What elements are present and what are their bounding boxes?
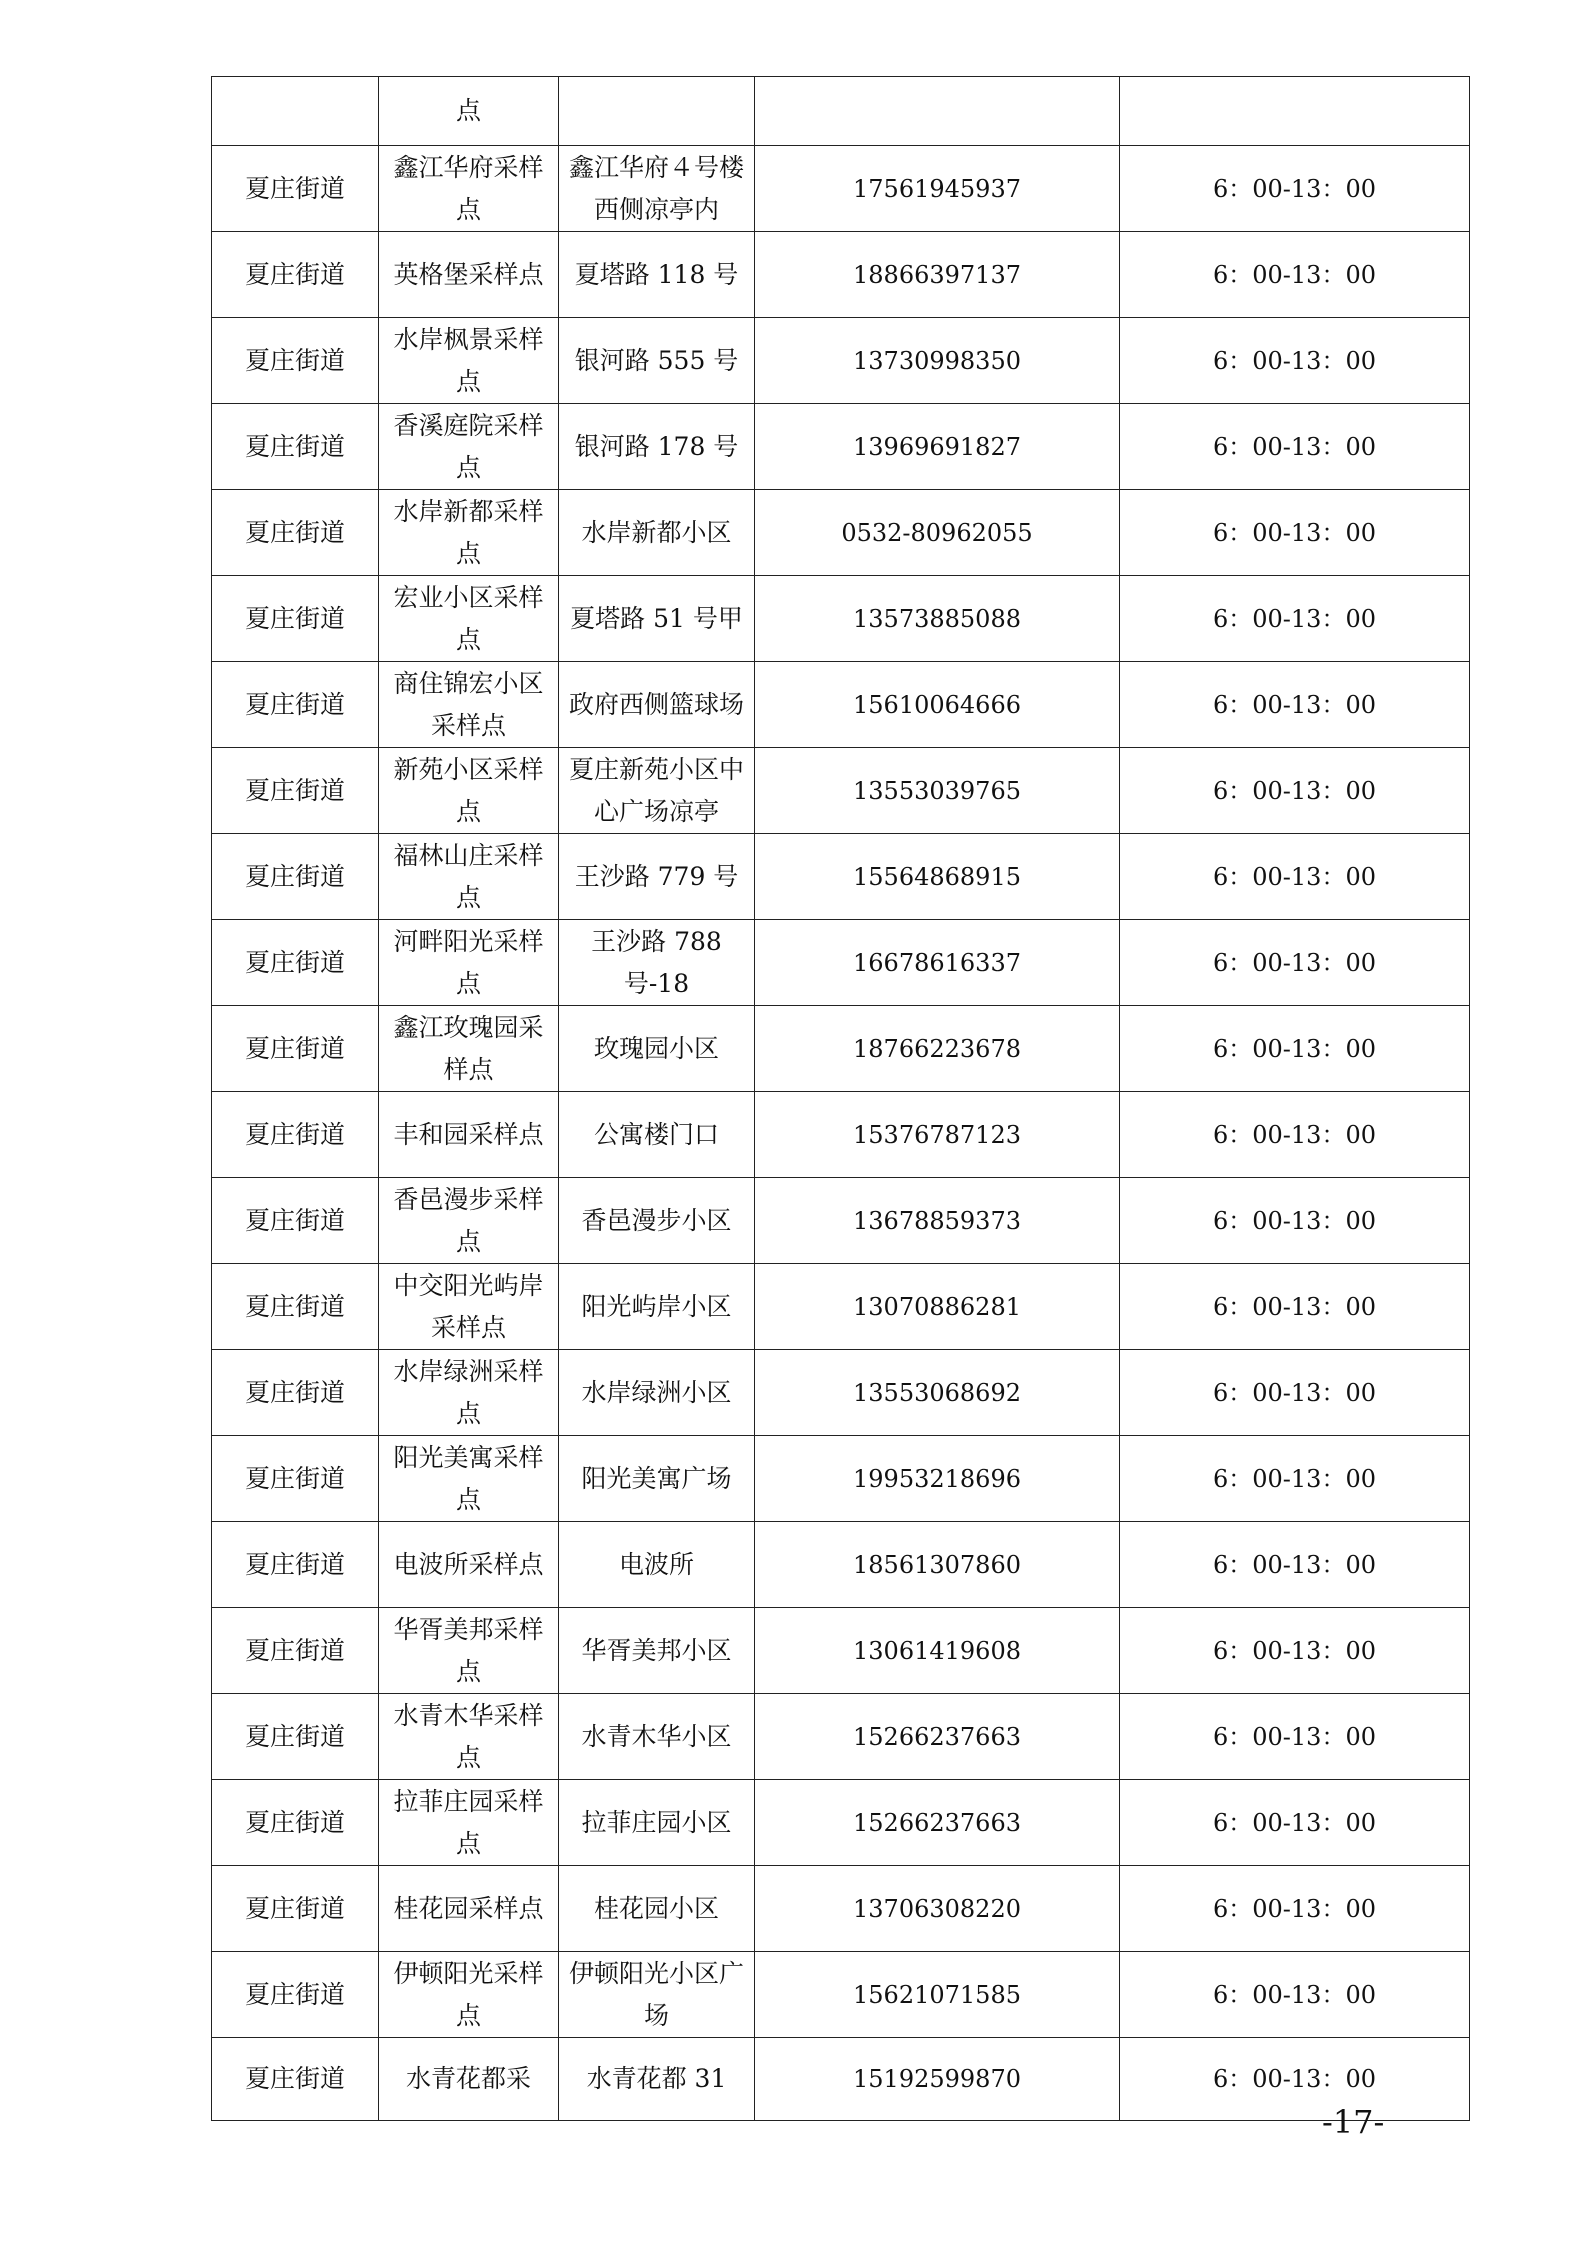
phone-cell: 13070886281 [755, 1264, 1120, 1350]
street-cell: 夏庄街道 [212, 490, 379, 576]
hours-cell: 6：00-13：00 [1120, 1694, 1470, 1780]
site-cell: 商住锦宏小区采样点 [379, 662, 559, 748]
table-row [212, 404, 1470, 490]
site-cell: 水岸新都采样点 [379, 490, 559, 576]
phone-cell: 15266237663 [755, 1780, 1120, 1866]
address-cell: 阳光屿岸小区 [559, 1264, 755, 1350]
phone-cell: 13706308220 [755, 1866, 1120, 1952]
street-cell: 夏庄街道 [212, 318, 379, 404]
hours-cell: 6：00-13：00 [1120, 662, 1470, 748]
street-cell: 夏庄街道 [212, 1436, 379, 1522]
site-cell: 华胥美邦采样点 [379, 1608, 559, 1694]
street-cell: 夏庄街道 [212, 1350, 379, 1436]
address-cell: 电波所 [559, 1522, 755, 1608]
table-row [212, 1436, 1470, 1522]
site-cell: 水岸枫景采样点 [379, 318, 559, 404]
phone-cell: 13573885088 [755, 576, 1120, 662]
street-cell: 夏庄街道 [212, 1006, 379, 1092]
address-cell: 拉菲庄园小区 [559, 1780, 755, 1866]
site-cell: 水青花都采 [379, 2038, 559, 2121]
street-cell: 夏庄街道 [212, 1694, 379, 1780]
street-cell: 夏庄街道 [212, 1264, 379, 1350]
street-cell: 夏庄街道 [212, 2038, 379, 2121]
table-row [212, 2038, 1470, 2121]
address-cell: 银河路 555 号 [559, 318, 755, 404]
address-cell: 水岸绿洲小区 [559, 1350, 755, 1436]
phone-cell: 0532-80962055 [755, 490, 1120, 576]
address-cell: 水青木华小区 [559, 1694, 755, 1780]
phone-cell: 15610064666 [755, 662, 1120, 748]
address-cell: 夏庄新苑小区中心广场凉亭 [559, 748, 755, 834]
site-cell: 伊顿阳光采样点 [379, 1952, 559, 2038]
address-cell: 香邑漫步小区 [559, 1178, 755, 1264]
table-row [212, 1264, 1470, 1350]
phone-cell: 13553068692 [755, 1350, 1120, 1436]
hours-cell: 6：00-13：00 [1120, 834, 1470, 920]
hours-cell: 6：00-13：00 [1120, 1264, 1470, 1350]
table-row [212, 748, 1470, 834]
hours-cell: 6：00-13：00 [1120, 920, 1470, 1006]
phone-cell: 15564868915 [755, 834, 1120, 920]
hours-cell: 6：00-13：00 [1120, 1608, 1470, 1694]
hours-cell: 6：00-13：00 [1120, 1006, 1470, 1092]
address-cell: 鑫江华府４号楼西侧凉亭内 [559, 146, 755, 232]
hours-cell: 6：00-13：00 [1120, 490, 1470, 576]
table-row [212, 576, 1470, 662]
hours-cell: 6：00-13：00 [1120, 1780, 1470, 1866]
hours-cell: 6：00-13：00 [1120, 1522, 1470, 1608]
phone-cell: 18866397137 [755, 232, 1120, 318]
table-row [212, 318, 1470, 404]
phone-cell: 15192599870 [755, 2038, 1120, 2121]
street-cell [212, 77, 379, 146]
hours-cell: 6：00-13：00 [1120, 1866, 1470, 1952]
table-row [212, 1178, 1470, 1264]
phone-cell: 13061419608 [755, 1608, 1120, 1694]
page-number: -17- [1322, 2103, 1385, 2141]
street-cell: 夏庄街道 [212, 146, 379, 232]
hours-cell [1120, 77, 1470, 146]
site-cell: 水青木华采样点 [379, 1694, 559, 1780]
table-row [212, 232, 1470, 318]
hours-cell: 6：00-13：00 [1120, 404, 1470, 490]
address-cell: 政府西侧篮球场 [559, 662, 755, 748]
table-row [212, 146, 1470, 232]
address-cell: 阳光美寓广场 [559, 1436, 755, 1522]
sampling-sites-table [211, 76, 1470, 2121]
street-cell: 夏庄街道 [212, 1866, 379, 1952]
street-cell: 夏庄街道 [212, 1952, 379, 2038]
phone-cell [755, 77, 1120, 146]
hours-cell: 6：00-13：00 [1120, 1436, 1470, 1522]
phone-cell: 17561945937 [755, 146, 1120, 232]
site-cell: 桂花园采样点 [379, 1866, 559, 1952]
address-cell [559, 77, 755, 146]
address-cell: 公寓楼门口 [559, 1092, 755, 1178]
site-cell: 点 [379, 77, 559, 146]
address-cell: 伊顿阳光小区广场 [559, 1952, 755, 2038]
hours-cell: 6：00-13：00 [1120, 318, 1470, 404]
address-cell: 水岸新都小区 [559, 490, 755, 576]
site-cell: 鑫江华府采样点 [379, 146, 559, 232]
street-cell: 夏庄街道 [212, 576, 379, 662]
site-cell: 新苑小区采样点 [379, 748, 559, 834]
site-cell: 阳光美寓采样点 [379, 1436, 559, 1522]
street-cell: 夏庄街道 [212, 1522, 379, 1608]
address-cell: 华胥美邦小区 [559, 1608, 755, 1694]
phone-cell: 15376787123 [755, 1092, 1120, 1178]
phone-cell: 16678616337 [755, 920, 1120, 1006]
site-cell: 电波所采样点 [379, 1522, 559, 1608]
hours-cell: 6：00-13：00 [1120, 576, 1470, 662]
phone-cell: 13969691827 [755, 404, 1120, 490]
street-cell: 夏庄街道 [212, 404, 379, 490]
table-row [212, 662, 1470, 748]
street-cell: 夏庄街道 [212, 748, 379, 834]
phone-cell: 13678859373 [755, 1178, 1120, 1264]
site-cell: 丰和园采样点 [379, 1092, 559, 1178]
table-row [212, 1522, 1470, 1608]
table-row [212, 1780, 1470, 1866]
table-row [212, 1694, 1470, 1780]
street-cell: 夏庄街道 [212, 1092, 379, 1178]
phone-cell: 19953218696 [755, 1436, 1120, 1522]
site-cell: 香邑漫步采样点 [379, 1178, 559, 1264]
site-cell: 福林山庄采样点 [379, 834, 559, 920]
phone-cell: 15266237663 [755, 1694, 1120, 1780]
table-row [212, 1608, 1470, 1694]
hours-cell: 6：00-13：00 [1120, 1952, 1470, 2038]
hours-cell: 6：00-13：00 [1120, 1178, 1470, 1264]
address-cell: 王沙路 788 号-18 [559, 920, 755, 1006]
table-row [212, 834, 1470, 920]
address-cell: 王沙路 779 号 [559, 834, 755, 920]
site-cell: 香溪庭院采样点 [379, 404, 559, 490]
street-cell: 夏庄街道 [212, 920, 379, 1006]
street-cell: 夏庄街道 [212, 1608, 379, 1694]
table-row [212, 1952, 1470, 2038]
table-row [212, 490, 1470, 576]
address-cell: 玫瑰园小区 [559, 1006, 755, 1092]
address-cell: 夏塔路 118 号 [559, 232, 755, 318]
hours-cell: 6：00-13：00 [1120, 748, 1470, 834]
table-row [212, 1006, 1470, 1092]
table-row [212, 920, 1470, 1006]
site-cell: 拉菲庄园采样点 [379, 1780, 559, 1866]
hours-cell: 6：00-13：00 [1120, 1350, 1470, 1436]
site-cell: 宏业小区采样点 [379, 576, 559, 662]
address-cell: 夏塔路 51 号甲 [559, 576, 755, 662]
site-cell: 河畔阳光采样点 [379, 920, 559, 1006]
address-cell: 桂花园小区 [559, 1866, 755, 1952]
phone-cell: 18766223678 [755, 1006, 1120, 1092]
site-cell: 英格堡采样点 [379, 232, 559, 318]
street-cell: 夏庄街道 [212, 834, 379, 920]
phone-cell: 18561307860 [755, 1522, 1120, 1608]
street-cell: 夏庄街道 [212, 232, 379, 318]
street-cell: 夏庄街道 [212, 1178, 379, 1264]
street-cell: 夏庄街道 [212, 662, 379, 748]
street-cell: 夏庄街道 [212, 1780, 379, 1866]
site-cell: 水岸绿洲采样点 [379, 1350, 559, 1436]
phone-cell: 15621071585 [755, 1952, 1120, 2038]
phone-cell: 13730998350 [755, 318, 1120, 404]
site-cell: 中交阳光屿岸采样点 [379, 1264, 559, 1350]
address-cell: 银河路 178 号 [559, 404, 755, 490]
address-cell: 水青花都 31 [559, 2038, 755, 2121]
hours-cell: 6：00-13：00 [1120, 146, 1470, 232]
hours-cell: 6：00-13：00 [1120, 1092, 1470, 1178]
table-row [212, 1350, 1470, 1436]
phone-cell: 13553039765 [755, 748, 1120, 834]
hours-cell: 6：00-13：00 [1120, 232, 1470, 318]
table-row [212, 1866, 1470, 1952]
table-row [212, 1092, 1470, 1178]
hours-cell: 6：00-13：00 [1120, 2038, 1470, 2121]
site-cell: 鑫江玫瑰园采样点 [379, 1006, 559, 1092]
table-row-continued [212, 77, 1470, 146]
